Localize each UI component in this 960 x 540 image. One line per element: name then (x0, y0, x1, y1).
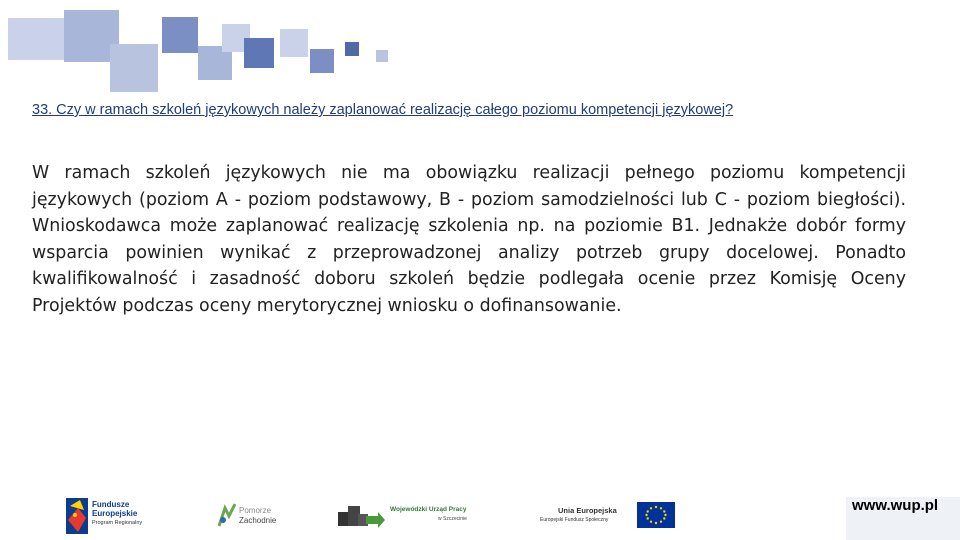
deco-square (280, 29, 308, 57)
deco-square (162, 17, 198, 53)
deco-square (310, 49, 334, 73)
wup-line-1: Wojewódzki Urząd Pracy (390, 506, 467, 513)
fe-line-2: Europejskie (92, 509, 138, 518)
website-link[interactable]: www.wup.pl (852, 497, 939, 514)
wup-emblem-icon (338, 502, 386, 530)
fe-emblem-icon (66, 498, 88, 534)
fe-line-3: Program Regionalny (92, 520, 143, 526)
fe-line-1: Fundusze (92, 500, 130, 509)
pomorze-zachodnie-logo (215, 500, 285, 532)
deco-square (376, 50, 388, 62)
deco-square (345, 42, 359, 56)
wup-line-2: w Szczecinie (438, 516, 467, 522)
pomorze-line-2: Zachodnie (239, 516, 277, 525)
answer-paragraph: W ramach szkoleń językowych nie ma obowiązku realizacji pełnego poziomu kompetencji językowych (poziom A - poziom podstawowy, B - poziom samodzielności lub C - poziom biegłości). Wnioskodawca może zaplanować realizację szkolenia np. na poziomie B1. Jednakże dobór formy wsparcia powinien wynikać z przeprowadzonej analizy potrzeb grupy docelowej. Ponadto kwalifikowalność i zasadność doboru szkoleń będzie podlegała ocenie przez Komisję Oceny Projektów podczas oceny merytorycznej wniosku o dofinansowanie. (32, 163, 906, 316)
ue-line-2: Europejski Fundusz Społeczny (540, 517, 609, 523)
pomorze-line-1: Pomorze (239, 506, 272, 515)
fundusze-europejskie-logo (66, 496, 166, 536)
unia-europejska-logo (540, 500, 680, 532)
question-heading: 33. Czy w ramach szkoleń językowych należy zaplanować realizację całego poziomu kompetencji językowej? (32, 102, 734, 118)
eu-flag-icon (637, 502, 675, 528)
pomorze-emblem-icon (215, 502, 237, 528)
deco-square (110, 44, 158, 92)
footer-logos (0, 490, 960, 540)
deco-square (244, 38, 274, 68)
ue-line-1: Unia Europejska (558, 506, 617, 515)
wup-szczecin-logo (338, 500, 488, 532)
